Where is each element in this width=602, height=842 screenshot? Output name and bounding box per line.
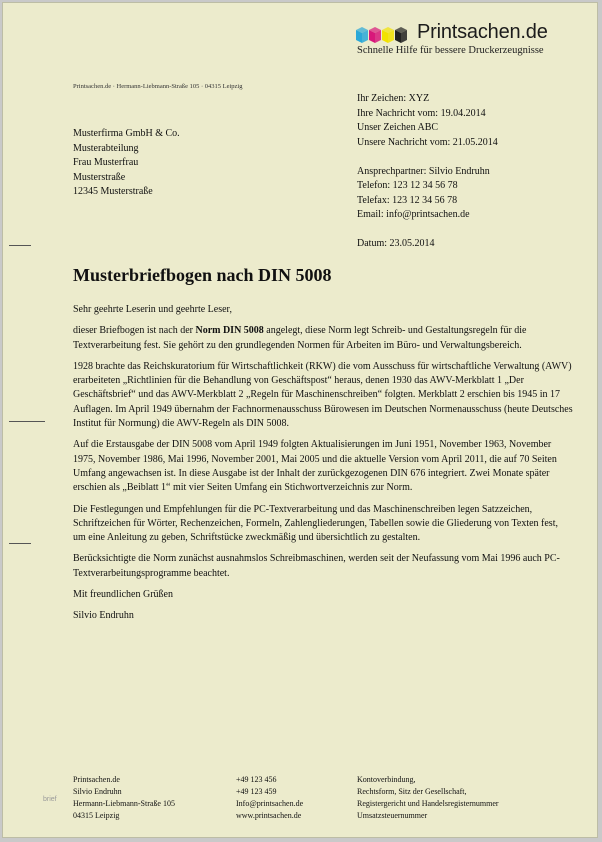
recipient-address	[73, 127, 180, 200]
footer-line: Printsachen.de	[73, 775, 120, 784]
footer-line: www.printsachen.de	[236, 811, 302, 820]
footer-line: Rechtsform, Sitz der Gesellschaft,	[357, 787, 467, 796]
footer-line: Hermann-Liebmann-Straße 105	[73, 799, 175, 808]
ihre-nachricht: Ihre Nachricht vom: 19.04.2014	[357, 107, 486, 119]
footer-line: 04315 Leipzig	[73, 811, 120, 820]
closing: Mit freundlichen Grüßen	[73, 589, 173, 601]
footer-company	[73, 774, 175, 822]
paragraph: Auf die Erstausgabe der DIN 5008 vom April 1949 folgten Aktualisierungen im Juni 1951, November 1963, November 1975, November 1986, Mai 1996, November 2001, Mai 2005 und die aktuelle Version vom April 2011, die auf 70 Seiten Umfang angewachsen ist. In diese Ausgabe ist der Inhalt der zurückgezogenen DIN 676 integriert. Zwei Monate später erschien als „Beiblatt 1“ mit vier Seiten Umfang ein Stichwortverzeichnis zur Norm.	[73, 439, 557, 494]
signature: Silvio Endruhn	[73, 610, 134, 622]
norm-bold: Norm DIN 5008	[195, 325, 264, 337]
recipient-line: Frau Musterfrau	[73, 157, 139, 168]
info-block	[357, 92, 498, 252]
paragraph: 1928 brachte das Reichskuratorium für Wirtschaftlichkeit (RKW) die vom Ausschuss für wirtschaftliche Verwaltung (AWV) erarbeiteten „Richtlinien für die Behandlung von Geschäftspost“ heraus, denen 1930 das AWV-Merkblatt 1 „Der Geschäftsbrief“ und das AWV-Merkblatt 2 „Regeln für Maschinenschreiben“ folgten. Merkblatt 2 erschien bis 1945 in 17 Auflagen. Im April 1949 übernahm der Fachnormenausschuss Bürowesen im Deutschen Normenausschuss (heute Deutsches Institut für Normung) die AWV-Regeln als DIN 5008.	[73, 360, 573, 430]
fold-mark	[9, 543, 31, 544]
salutation: Sehr geehrte Leserin und geehrte Leser,	[73, 304, 232, 315]
recipient-line: Musterabteilung	[73, 142, 139, 154]
unsere-nachricht: Unsere Nachricht vom: 21.05.2014	[357, 136, 498, 148]
footer-line: Info@printsachen.de	[236, 799, 304, 808]
footer-line: Registergericht und Handelsregisternummer	[357, 799, 499, 808]
paragraph: Die Festlegungen und Empfehlungen für die PC-Textverarbeitung und das Maschinenschreiben legen Satzzeichen, Schriftzeichen für Wörter, Rechenzeichen, Formeln, Zahlengliederungen, Tabellen sowie die Gliederung von Texten fest, um eine Anleitung zu geben, Schriftstücke zweckmäßig und übersichtlich zu gestalten.	[73, 503, 558, 544]
recipient-line: 12345 Musterstraße	[73, 186, 153, 197]
sender-line: Printsachen.de · Hermann-Liebmann-Straße 105 · 04315 Leipzig	[73, 83, 243, 90]
telefax: Telefax: 123 12 34 56 78	[357, 194, 458, 206]
letter-page	[2, 2, 598, 838]
datum: Datum: 23.05.2014	[357, 238, 435, 249]
paragraph: dieser Briefbogen ist nach der Norm DIN 5008 angelegt, diese Norm legt Schreib- und Gestaltungsregeln für die Textverarbeitung fest. Sie gehört zu den grundlegenden Normen für Arbeiten im Büro- und Verwaltungsbereich.	[73, 325, 527, 351]
footer-line: +49 123 459	[236, 787, 277, 796]
color-cubes-icon	[355, 25, 415, 45]
paragraph: Berücksichtigte die Norm zunächst ausnahmslos Schreibmaschinen, werden seit der Neufassung vom Mai 1996 auch PC-Textverarbeitungsprogramme beachtet.	[73, 553, 560, 579]
fold-mark	[9, 245, 31, 246]
footer-line: Silvio Endruhn	[73, 787, 122, 796]
footer-line: Umsatzsteuernummer	[357, 811, 428, 820]
footer-line: Kontoverbindung,	[357, 775, 416, 784]
telefon: Telefon: 123 12 34 56 78	[357, 180, 458, 191]
unser-zeichen: Unser Zeichen ABC	[357, 122, 439, 133]
footer-legal	[357, 774, 499, 822]
footer-contact	[236, 774, 303, 822]
recipient-line: Musterfirma GmbH & Co.	[73, 128, 180, 139]
ihr-zeichen: Ihr Zeichen: XYZ	[357, 93, 430, 104]
ansprechpartner: Ansprechpartner: Silvio Endruhn	[357, 165, 490, 177]
letter-body	[73, 303, 573, 631]
punch-mark	[9, 421, 45, 422]
logo-tagline: Schnelle Hilfe für bessere Druckerzeugnisse	[357, 45, 544, 56]
recipient-line: Musterstraße	[73, 171, 126, 183]
letter-title: Musterbriefbogen nach DIN 5008	[73, 265, 332, 285]
email: Email: info@printsachen.de	[357, 209, 470, 220]
footer-line: +49 123 456	[236, 775, 277, 784]
side-label: brief	[43, 796, 57, 803]
logo-name: Printsachen.de	[417, 21, 548, 43]
